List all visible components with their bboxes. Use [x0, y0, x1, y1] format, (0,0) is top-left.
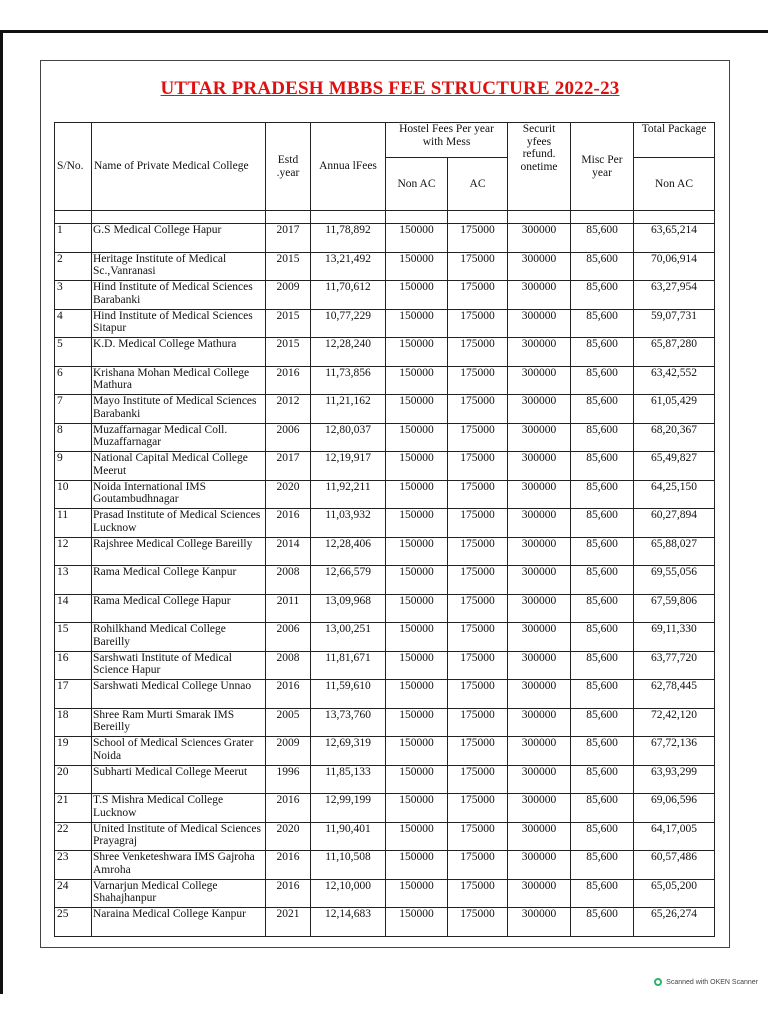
cell-estd-year: 2021: [266, 908, 311, 937]
cell-sno: 4: [55, 309, 92, 338]
table-row: [55, 851, 715, 880]
cell-sno: 15: [55, 623, 92, 652]
cell-estd-year: 2008: [266, 566, 311, 595]
fee-table: [54, 122, 715, 937]
cell-hostel-ac: 175000: [448, 680, 508, 709]
cell-misc: 85,600: [571, 281, 634, 310]
header-misc: Misc Per year: [571, 123, 634, 211]
cell-security-fees: 300000: [508, 822, 571, 851]
cell-sno: 7: [55, 395, 92, 424]
cell-hostel-ac: 175000: [448, 537, 508, 566]
cell-hostel-nonac: 150000: [386, 822, 448, 851]
cell-college-name: Muzaffarnagar Medical Coll. Muzaffarnagar: [92, 423, 266, 452]
cell-total-package: 65,49,827: [634, 452, 715, 481]
header-security-fees: Securit yfees refund. onetime: [508, 123, 571, 211]
cell-misc: 85,600: [571, 252, 634, 281]
table-row: [55, 680, 715, 709]
header-sno: S/No.: [55, 123, 92, 211]
table-row: [55, 480, 715, 509]
cell-hostel-ac: 175000: [448, 822, 508, 851]
cell-hostel-ac: 175000: [448, 765, 508, 794]
cell-security-fees: 300000: [508, 281, 571, 310]
cell-hostel-ac: 175000: [448, 480, 508, 509]
cell-college-name: T.S Mishra Medical College Lucknow: [92, 794, 266, 823]
cell-estd-year: 2008: [266, 651, 311, 680]
cell-hostel-ac: 175000: [448, 708, 508, 737]
cell-annual-fees: 12,28,406: [311, 537, 386, 566]
cell-hostel-nonac: 150000: [386, 708, 448, 737]
cell-sno: 23: [55, 851, 92, 880]
cell-hostel-ac: 175000: [448, 566, 508, 595]
cell-hostel-nonac: 150000: [386, 224, 448, 253]
cell-estd-year: 2016: [266, 680, 311, 709]
table-row: [55, 509, 715, 538]
cell-total-package: 63,27,954: [634, 281, 715, 310]
cell-security-fees: 300000: [508, 623, 571, 652]
cell-misc: 85,600: [571, 737, 634, 766]
cell-estd-year: 2017: [266, 452, 311, 481]
table-row: [55, 281, 715, 310]
cell-annual-fees: 13,21,492: [311, 252, 386, 281]
cell-security-fees: 300000: [508, 765, 571, 794]
table-row: [55, 908, 715, 937]
cell-total-package: 67,59,806: [634, 594, 715, 623]
cell-misc: 85,600: [571, 651, 634, 680]
cell-hostel-nonac: 150000: [386, 879, 448, 908]
cell-hostel-nonac: 150000: [386, 509, 448, 538]
table-row: [55, 879, 715, 908]
cell-sno: 21: [55, 794, 92, 823]
cell-total-package: 72,42,120: [634, 708, 715, 737]
cell-total-package: 62,78,445: [634, 680, 715, 709]
cell-security-fees: 300000: [508, 737, 571, 766]
table-row: [55, 309, 715, 338]
cell-misc: 85,600: [571, 537, 634, 566]
cell-sno: 19: [55, 737, 92, 766]
cell-annual-fees: 11,59,610: [311, 680, 386, 709]
cell-estd-year: 2006: [266, 623, 311, 652]
cell-hostel-nonac: 150000: [386, 537, 448, 566]
cell-annual-fees: 12,10,000: [311, 879, 386, 908]
cell-college-name: Rama Medical College Hapur: [92, 594, 266, 623]
cell-sno: 14: [55, 594, 92, 623]
cell-hostel-nonac: 150000: [386, 366, 448, 395]
cell-annual-fees: 10,77,229: [311, 309, 386, 338]
cell-hostel-ac: 175000: [448, 879, 508, 908]
cell-security-fees: 300000: [508, 366, 571, 395]
cell-estd-year: 2005: [266, 708, 311, 737]
cell-annual-fees: 11,90,401: [311, 822, 386, 851]
cell-estd-year: 1996: [266, 765, 311, 794]
cell-sno: 5: [55, 338, 92, 367]
cell-sno: 25: [55, 908, 92, 937]
cell-hostel-nonac: 150000: [386, 480, 448, 509]
cell-hostel-ac: 175000: [448, 737, 508, 766]
cell-hostel-nonac: 150000: [386, 252, 448, 281]
cell-college-name: United Institute of Medical Sciences Prayagraj: [92, 822, 266, 851]
cell-sno: 13: [55, 566, 92, 595]
cell-security-fees: 300000: [508, 566, 571, 595]
cell-annual-fees: 11,10,508: [311, 851, 386, 880]
cell-estd-year: 2016: [266, 851, 311, 880]
scanner-watermark: [654, 978, 758, 986]
header-hostel-fees: Hostel Fees Per year with Mess: [386, 123, 508, 158]
cell-estd-year: 2015: [266, 338, 311, 367]
cell-estd-year: 2017: [266, 224, 311, 253]
table-row: [55, 737, 715, 766]
cell-hostel-ac: 175000: [448, 366, 508, 395]
header-total-package: Total Package: [634, 123, 715, 158]
header-total-nonac: Non AC: [634, 158, 715, 211]
cell-college-name: G.S Medical College Hapur: [92, 224, 266, 253]
cell-college-name: Varnarjun Medical College Shahajhanpur: [92, 879, 266, 908]
cell-total-package: 69,55,056: [634, 566, 715, 595]
table-row: [55, 252, 715, 281]
cell-college-name: K.D. Medical College Mathura: [92, 338, 266, 367]
table-row: [55, 366, 715, 395]
cell-hostel-nonac: 150000: [386, 737, 448, 766]
cell-sno: 10: [55, 480, 92, 509]
cell-hostel-ac: 175000: [448, 281, 508, 310]
cell-hostel-ac: 175000: [448, 338, 508, 367]
scanner-text: Scanned with OKEN Scanner: [666, 978, 758, 986]
cell-college-name: Prasad Institute of Medical Sciences Lucknow: [92, 509, 266, 538]
header-hostel-ac: AC: [448, 158, 508, 211]
cell-estd-year: 2011: [266, 594, 311, 623]
cell-security-fees: 300000: [508, 509, 571, 538]
cell-college-name: Shree Venketeshwara IMS Gajroha Amroha: [92, 851, 266, 880]
cell-hostel-nonac: 150000: [386, 338, 448, 367]
cell-hostel-nonac: 150000: [386, 594, 448, 623]
cell-college-name: Sarshwati Institute of Medical Science Hapur: [92, 651, 266, 680]
cell-misc: 85,600: [571, 765, 634, 794]
cell-total-package: 60,57,486: [634, 851, 715, 880]
cell-sno: 17: [55, 680, 92, 709]
cell-college-name: Rajshree Medical College Bareilly: [92, 537, 266, 566]
cell-security-fees: 300000: [508, 908, 571, 937]
cell-estd-year: 2006: [266, 423, 311, 452]
cell-sno: 22: [55, 822, 92, 851]
cell-total-package: 63,65,214: [634, 224, 715, 253]
cell-security-fees: 300000: [508, 423, 571, 452]
cell-annual-fees: 11,21,162: [311, 395, 386, 424]
table-row: [55, 651, 715, 680]
cell-hostel-nonac: 150000: [386, 623, 448, 652]
cell-misc: 85,600: [571, 452, 634, 481]
cell-hostel-ac: 175000: [448, 851, 508, 880]
cell-misc: 85,600: [571, 680, 634, 709]
header-hostel-nonac: Non AC: [386, 158, 448, 211]
cell-hostel-ac: 175000: [448, 452, 508, 481]
cell-misc: 85,600: [571, 338, 634, 367]
cell-annual-fees: 12,69,319: [311, 737, 386, 766]
cell-hostel-nonac: 150000: [386, 908, 448, 937]
cell-total-package: 70,06,914: [634, 252, 715, 281]
table-row: [55, 822, 715, 851]
document-title: UTTAR PRADESH MBBS FEE STRUCTURE 2022-23: [160, 78, 620, 99]
cell-annual-fees: 11,85,133: [311, 765, 386, 794]
cell-college-name: Mayo Institute of Medical Sciences Barabanki: [92, 395, 266, 424]
cell-misc: 85,600: [571, 224, 634, 253]
cell-hostel-nonac: 150000: [386, 395, 448, 424]
cell-hostel-ac: 175000: [448, 908, 508, 937]
cell-college-name: Shree Ram Murti Smarak IMS Bereilly: [92, 708, 266, 737]
table-row: [55, 395, 715, 424]
cell-total-package: 68,20,367: [634, 423, 715, 452]
cell-college-name: Heritage Institute of Medical Sc.,Vanranasi: [92, 252, 266, 281]
cell-sno: 11: [55, 509, 92, 538]
cell-total-package: 65,26,274: [634, 908, 715, 937]
header-estd-year: Estd .year: [266, 123, 311, 211]
header-annual-fees: Annua lFees: [311, 123, 386, 211]
cell-misc: 85,600: [571, 423, 634, 452]
cell-college-name: School of Medical Sciences Grater Noida: [92, 737, 266, 766]
cell-security-fees: 300000: [508, 309, 571, 338]
cell-security-fees: 300000: [508, 794, 571, 823]
cell-college-name: Subharti Medical College Meerut: [92, 765, 266, 794]
cell-misc: 85,600: [571, 366, 634, 395]
cell-college-name: Sarshwati Medical College Unnao: [92, 680, 266, 709]
cell-misc: 85,600: [571, 822, 634, 851]
cell-security-fees: 300000: [508, 537, 571, 566]
cell-college-name: Hind Institute of Medical Sciences Sitapur: [92, 309, 266, 338]
cell-sno: 20: [55, 765, 92, 794]
cell-estd-year: 2016: [266, 366, 311, 395]
cell-estd-year: 2012: [266, 395, 311, 424]
cell-total-package: 63,93,299: [634, 765, 715, 794]
cell-total-package: 63,77,720: [634, 651, 715, 680]
cell-annual-fees: 12,28,240: [311, 338, 386, 367]
cell-estd-year: 2015: [266, 252, 311, 281]
cell-misc: 85,600: [571, 309, 634, 338]
table-row: [55, 623, 715, 652]
cell-estd-year: 2016: [266, 879, 311, 908]
cell-sno: 18: [55, 708, 92, 737]
table-row: [55, 594, 715, 623]
cell-hostel-nonac: 150000: [386, 794, 448, 823]
cell-misc: 85,600: [571, 566, 634, 595]
cell-total-package: 65,88,027: [634, 537, 715, 566]
cell-hostel-nonac: 150000: [386, 765, 448, 794]
cell-college-name: Krishana Mohan Medical College Mathura: [92, 366, 266, 395]
cell-college-name: National Capital Medical College Meerut: [92, 452, 266, 481]
cell-college-name: Rama Medical College Kanpur: [92, 566, 266, 595]
table-row: [55, 224, 715, 253]
cell-estd-year: 2020: [266, 480, 311, 509]
cell-annual-fees: 12,14,683: [311, 908, 386, 937]
cell-annual-fees: 11,73,856: [311, 366, 386, 395]
cell-security-fees: 300000: [508, 680, 571, 709]
cell-college-name: Rohilkhand Medical College Bareilly: [92, 623, 266, 652]
cell-total-package: 64,17,005: [634, 822, 715, 851]
table-row: [55, 537, 715, 566]
cell-annual-fees: 13,00,251: [311, 623, 386, 652]
cell-misc: 85,600: [571, 480, 634, 509]
cell-annual-fees: 11,03,932: [311, 509, 386, 538]
table-row: [55, 708, 715, 737]
cell-total-package: 61,05,429: [634, 395, 715, 424]
cell-hostel-ac: 175000: [448, 794, 508, 823]
cell-hostel-nonac: 150000: [386, 423, 448, 452]
cell-hostel-ac: 175000: [448, 623, 508, 652]
cell-hostel-ac: 175000: [448, 594, 508, 623]
cell-security-fees: 300000: [508, 594, 571, 623]
cell-misc: 85,600: [571, 509, 634, 538]
cell-hostel-ac: 175000: [448, 224, 508, 253]
cell-hostel-ac: 175000: [448, 509, 508, 538]
cell-annual-fees: 13,73,760: [311, 708, 386, 737]
cell-total-package: 67,72,136: [634, 737, 715, 766]
cell-annual-fees: 11,70,612: [311, 281, 386, 310]
cell-security-fees: 300000: [508, 879, 571, 908]
cell-security-fees: 300000: [508, 708, 571, 737]
cell-annual-fees: 11,78,892: [311, 224, 386, 253]
cell-security-fees: 300000: [508, 651, 571, 680]
cell-hostel-nonac: 150000: [386, 281, 448, 310]
cell-total-package: 69,11,330: [634, 623, 715, 652]
cell-estd-year: 2009: [266, 737, 311, 766]
cell-college-name: Naraina Medical College Kanpur: [92, 908, 266, 937]
cell-hostel-ac: 175000: [448, 252, 508, 281]
cell-sno: 3: [55, 281, 92, 310]
cell-estd-year: 2015: [266, 309, 311, 338]
cell-sno: 6: [55, 366, 92, 395]
cell-total-package: 60,27,894: [634, 509, 715, 538]
cell-hostel-ac: 175000: [448, 395, 508, 424]
cell-hostel-nonac: 150000: [386, 680, 448, 709]
cell-total-package: 59,07,731: [634, 309, 715, 338]
cell-hostel-ac: 175000: [448, 651, 508, 680]
cell-security-fees: 300000: [508, 480, 571, 509]
cell-annual-fees: 13,09,968: [311, 594, 386, 623]
cell-total-package: 64,25,150: [634, 480, 715, 509]
cell-sno: 12: [55, 537, 92, 566]
cell-misc: 85,600: [571, 395, 634, 424]
cell-hostel-nonac: 150000: [386, 851, 448, 880]
cell-hostel-nonac: 150000: [386, 651, 448, 680]
cell-annual-fees: 11,81,671: [311, 651, 386, 680]
header-college-name: Name of Private Medical College: [92, 123, 266, 211]
cell-college-name: Hind Institute of Medical Sciences Barabanki: [92, 281, 266, 310]
cell-security-fees: 300000: [508, 224, 571, 253]
table-row: [55, 423, 715, 452]
cell-sno: 16: [55, 651, 92, 680]
cell-total-package: 69,06,596: [634, 794, 715, 823]
table-row: [55, 794, 715, 823]
cell-estd-year: 2014: [266, 537, 311, 566]
cell-estd-year: 2020: [266, 822, 311, 851]
cell-total-package: 63,42,552: [634, 366, 715, 395]
cell-security-fees: 300000: [508, 452, 571, 481]
cell-hostel-ac: 175000: [448, 309, 508, 338]
cell-misc: 85,600: [571, 623, 634, 652]
cell-total-package: 65,87,280: [634, 338, 715, 367]
cell-misc: 85,600: [571, 879, 634, 908]
cell-estd-year: 2016: [266, 509, 311, 538]
table-row: [55, 338, 715, 367]
cell-college-name: Noida International IMS Goutambudhnagar: [92, 480, 266, 509]
cell-security-fees: 300000: [508, 252, 571, 281]
cell-hostel-nonac: 150000: [386, 566, 448, 595]
cell-annual-fees: 12,66,579: [311, 566, 386, 595]
cell-misc: 85,600: [571, 908, 634, 937]
cell-misc: 85,600: [571, 594, 634, 623]
cell-hostel-nonac: 150000: [386, 452, 448, 481]
cell-security-fees: 300000: [508, 338, 571, 367]
cell-estd-year: 2016: [266, 794, 311, 823]
cell-total-package: 65,05,200: [634, 879, 715, 908]
cell-misc: 85,600: [571, 851, 634, 880]
table-row: [55, 452, 715, 481]
cell-sno: 9: [55, 452, 92, 481]
cell-security-fees: 300000: [508, 851, 571, 880]
cell-sno: 24: [55, 879, 92, 908]
cell-misc: 85,600: [571, 794, 634, 823]
cell-annual-fees: 12,19,917: [311, 452, 386, 481]
table-spacer-row: [55, 211, 715, 224]
cell-estd-year: 2009: [266, 281, 311, 310]
table-row: [55, 566, 715, 595]
cell-annual-fees: 11,92,211: [311, 480, 386, 509]
cell-hostel-ac: 175000: [448, 423, 508, 452]
cell-sno: 2: [55, 252, 92, 281]
cell-hostel-nonac: 150000: [386, 309, 448, 338]
cell-security-fees: 300000: [508, 395, 571, 424]
table-row: [55, 765, 715, 794]
cell-annual-fees: 12,80,037: [311, 423, 386, 452]
cell-sno: 1: [55, 224, 92, 253]
cell-annual-fees: 12,99,199: [311, 794, 386, 823]
scanner-logo-icon: [654, 978, 662, 986]
cell-misc: 85,600: [571, 708, 634, 737]
cell-sno: 8: [55, 423, 92, 452]
